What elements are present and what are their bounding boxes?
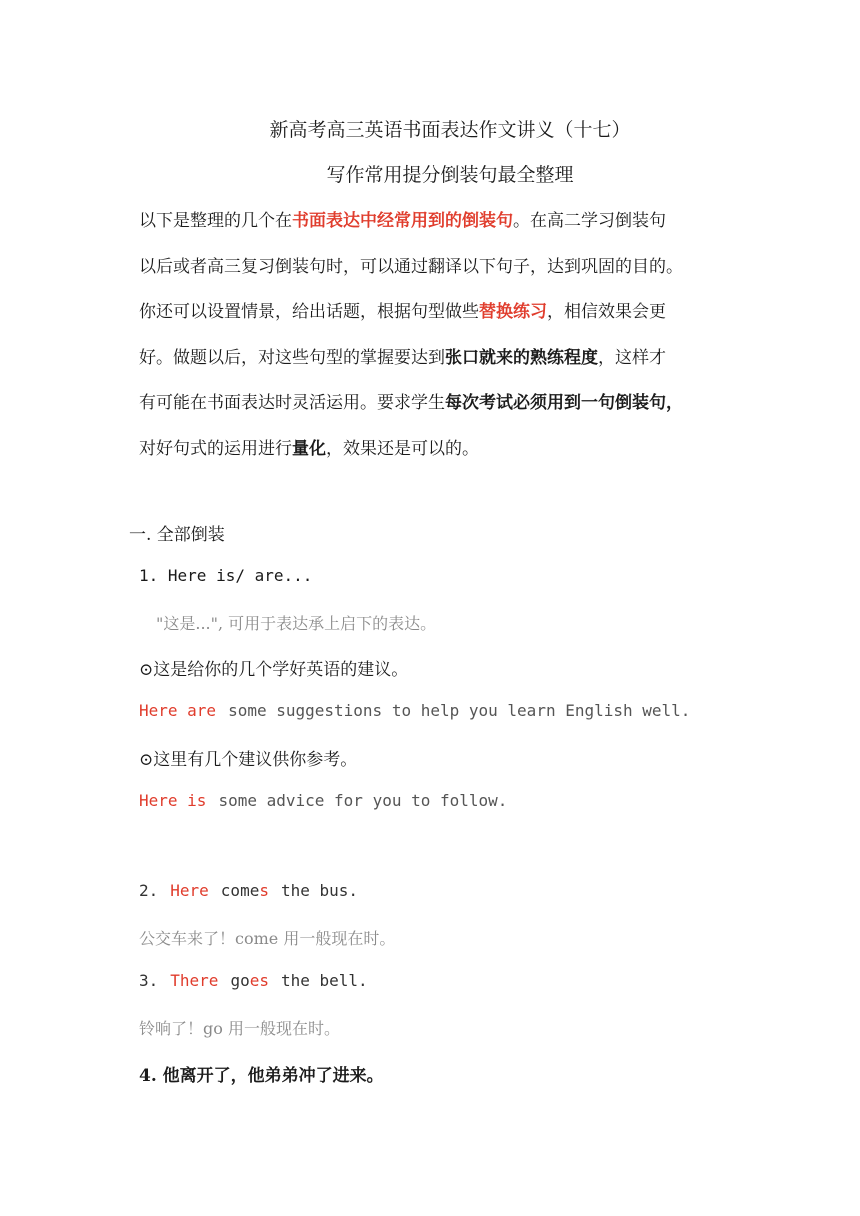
- item-3-gloss: 铃响了！go 用一般现在时。: [139, 1019, 340, 1038]
- example-1-english: Here are some suggestions to help you learn English well.: [139, 701, 691, 720]
- item-4-title: 4. 他离开了，他弟弟冲了进来。: [139, 1066, 384, 1086]
- bold-text: 每次考试必须用到一句倒装句，: [445, 393, 683, 413]
- item-1-note: "这是...", 可用于表达承上启下的表达。: [156, 614, 437, 633]
- highlight-text: 书面表达中经常用到的倒装句: [292, 211, 513, 231]
- item-2-gloss: 公交车来了！come 用一般现在时。: [139, 929, 396, 948]
- example-2-chinese: ⊙这里有几个建议供你参考。: [139, 750, 358, 770]
- intro-line-1: 以下是整理的几个在书面表达中经常用到的倒装句。在高二学习倒装句: [139, 211, 666, 231]
- bold-text: 量化: [292, 438, 326, 459]
- intro-line-3: 你还可以设置情景，给出话题，根据句型做些替换练习，相信效果会更: [139, 302, 666, 322]
- bold-text: 张口就来的熟练程度: [445, 347, 598, 368]
- example-1-chinese: ⊙这是给你的几个学好英语的建议。: [139, 660, 409, 680]
- intro-line-5: 有可能在书面表达时灵活运用。要求学生每次考试必须用到一句倒装句，: [139, 393, 683, 413]
- intro-line-2: 以后或者高三复习倒装句时，可以通过翻译以下句子，达到巩固的目的。: [139, 256, 683, 277]
- highlight-text: 替换练习: [479, 302, 547, 322]
- section-heading: 一. 全部倒装: [129, 525, 225, 545]
- document-subtitle: 写作常用提分倒装句最全整理: [326, 164, 574, 186]
- intro-line-6: 对好句式的运用进行量化，效果还是可以的。: [139, 438, 479, 459]
- item-1-title: 1. Here is/ are...: [139, 566, 313, 585]
- intro-line-4: 好。做题以后，对这些句型的掌握要达到张口就来的熟练程度，这样才: [139, 347, 666, 368]
- document-title: 新高考高三英语书面表达作文讲义（十七）: [269, 119, 631, 141]
- item-2-sentence: 2. Here comes the bus.: [139, 881, 359, 900]
- example-2-english: Here is some advice for you to follow.: [139, 791, 508, 810]
- item-3-sentence: 3. There goes the bell.: [139, 971, 368, 990]
- intro-paragraph: [139, 199, 739, 472]
